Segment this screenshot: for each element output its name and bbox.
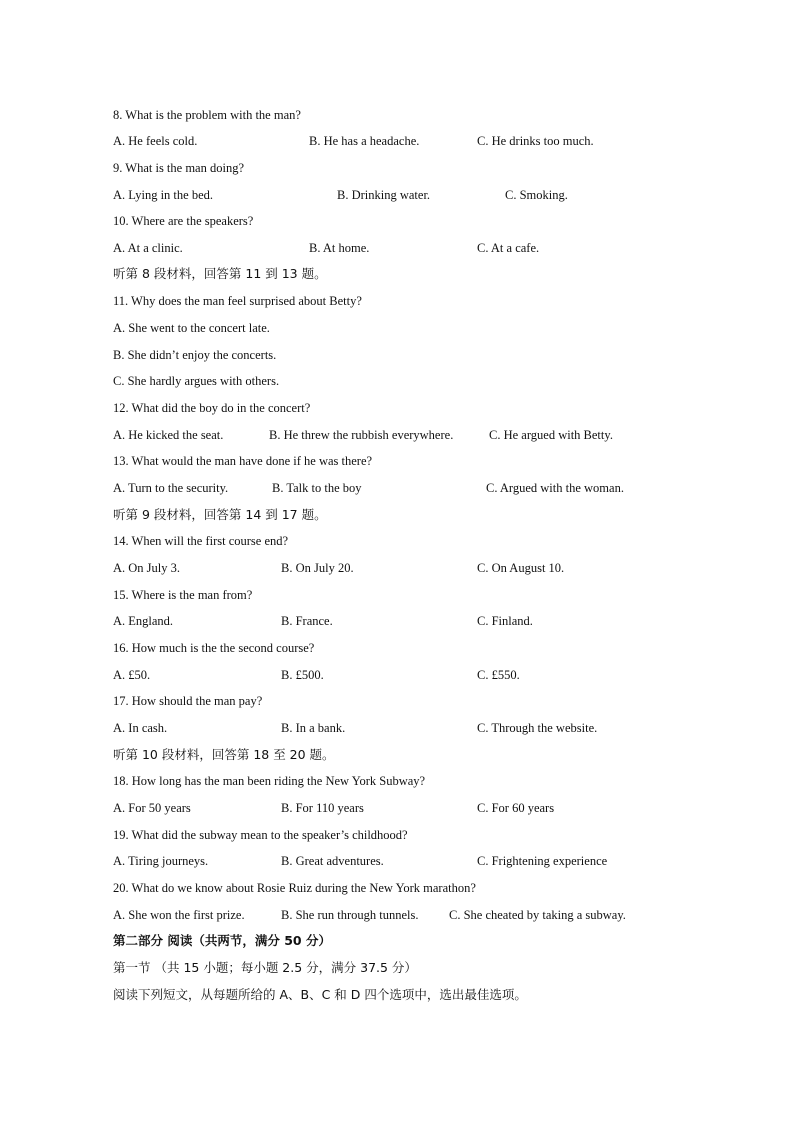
option-c: C. Argued with the woman. <box>486 481 624 495</box>
options-row-8 <box>0 133 794 149</box>
option-c: C. At a cafe. <box>477 241 540 255</box>
question-9: 9. What is the man doing? <box>113 161 244 175</box>
options-row-10 <box>0 240 794 256</box>
option-c: C. He drinks too much. <box>477 134 594 148</box>
question-17: 17. How should the man pay? <box>113 694 263 708</box>
question-18: 18. How long has the man been riding the New York Subway? <box>113 774 426 788</box>
option-c: C. She cheated by taking a subway. <box>449 908 626 922</box>
option-b: B. Talk to the boy <box>272 481 362 495</box>
question-12: 12. What did the boy do in the concert? <box>113 401 311 415</box>
option-a: A. For 50 years <box>113 801 191 815</box>
options-row-12 <box>0 427 794 443</box>
question-19: 19. What did the subway mean to the speaker’s childhood? <box>113 828 408 842</box>
option-a: A. England. <box>113 614 174 628</box>
option-b: B. France. <box>281 614 333 628</box>
question-20: 20. What do we know about Rosie Ruiz during the New York marathon? <box>113 881 476 895</box>
question-16: 16. How much is the the second course? <box>113 641 315 655</box>
option-c: C. Frightening experience <box>477 854 608 868</box>
options-row-20 <box>0 907 794 923</box>
option-b: B. At home. <box>309 241 370 255</box>
options-row-16 <box>0 667 794 683</box>
options-row-18 <box>0 800 794 816</box>
option-b: B. She run through tunnels. <box>281 908 419 922</box>
option-c: C. £550. <box>477 668 520 682</box>
option-a: A. In cash. <box>113 721 168 735</box>
option-a: A. Lying in the bed. <box>113 188 213 202</box>
question-8: 8. What is the problem with the man? <box>113 108 301 122</box>
options-row-17 <box>0 720 794 736</box>
section-9-instruction: 听第 9 段材料，回答第 14 到 17 题。 <box>113 507 327 522</box>
option-b: B. Great adventures. <box>281 854 384 868</box>
option-b: B. He threw the rubbish everywhere. <box>269 428 454 442</box>
question-11: 11. Why does the man feel surprised about Betty? <box>113 294 362 308</box>
option-b: B. £500. <box>281 668 324 682</box>
option-b: B. For 110 years <box>281 801 364 815</box>
option-c: C. He argued with Betty. <box>489 428 613 442</box>
option-a: A. Turn to the security. <box>113 481 229 495</box>
option-c: C. On August 10. <box>477 561 565 575</box>
option-b: B. On July 20. <box>281 561 354 575</box>
option-a: A. Tiring journeys. <box>113 854 209 868</box>
question-13: 13. What would the man have done if he was there? <box>113 454 373 468</box>
option-a: A. He feels cold. <box>113 134 198 148</box>
option-c: C. Smoking. <box>505 188 568 202</box>
question-15: 15. Where is the man from? <box>113 588 253 602</box>
options-row-15 <box>0 613 794 629</box>
option-a: A. £50. <box>113 668 151 682</box>
part-2-heading: 第二部分 阅读（共两节，满分 50 分） <box>113 933 331 948</box>
section-10-instruction: 听第 10 段材料，回答第 18 至 20 题。 <box>113 747 335 762</box>
option-b: B. He has a headache. <box>309 134 420 148</box>
options-row-9 <box>0 187 794 203</box>
option-c: C. Through the website. <box>477 721 598 735</box>
option-a: A. She won the first prize. <box>113 908 245 922</box>
options-row-14 <box>0 560 794 576</box>
question-11-option-a: A. She went to the concert late. <box>113 321 270 335</box>
question-11-option-c: C. She hardly argues with others. <box>113 374 280 388</box>
section-1-heading: 第一节 （共 15 小题；每小题 2.5 分，满分 37.5 分） <box>113 960 417 975</box>
option-a: A. On July 3. <box>113 561 181 575</box>
option-b: B. Drinking water. <box>337 188 431 202</box>
option-a: A. At a clinic. <box>113 241 183 255</box>
question-14: 14. When will the first course end? <box>113 534 289 548</box>
option-c: C. For 60 years <box>477 801 555 815</box>
options-row-19 <box>0 853 794 869</box>
question-11-option-b: B. She didn’t enjoy the concerts. <box>113 348 277 362</box>
option-c: C. Finland. <box>477 614 533 628</box>
option-b: B. In a bank. <box>281 721 346 735</box>
options-row-13 <box>0 480 794 496</box>
option-a: A. He kicked the seat. <box>113 428 224 442</box>
section-8-instruction: 听第 8 段材料，回答第 11 到 13 题。 <box>113 266 327 281</box>
question-10: 10. Where are the speakers? <box>113 214 254 228</box>
reading-instruction: 阅读下列短文，从每题所给的 A、B、C 和 D 四个选项中，选出最佳选项。 <box>113 987 527 1002</box>
